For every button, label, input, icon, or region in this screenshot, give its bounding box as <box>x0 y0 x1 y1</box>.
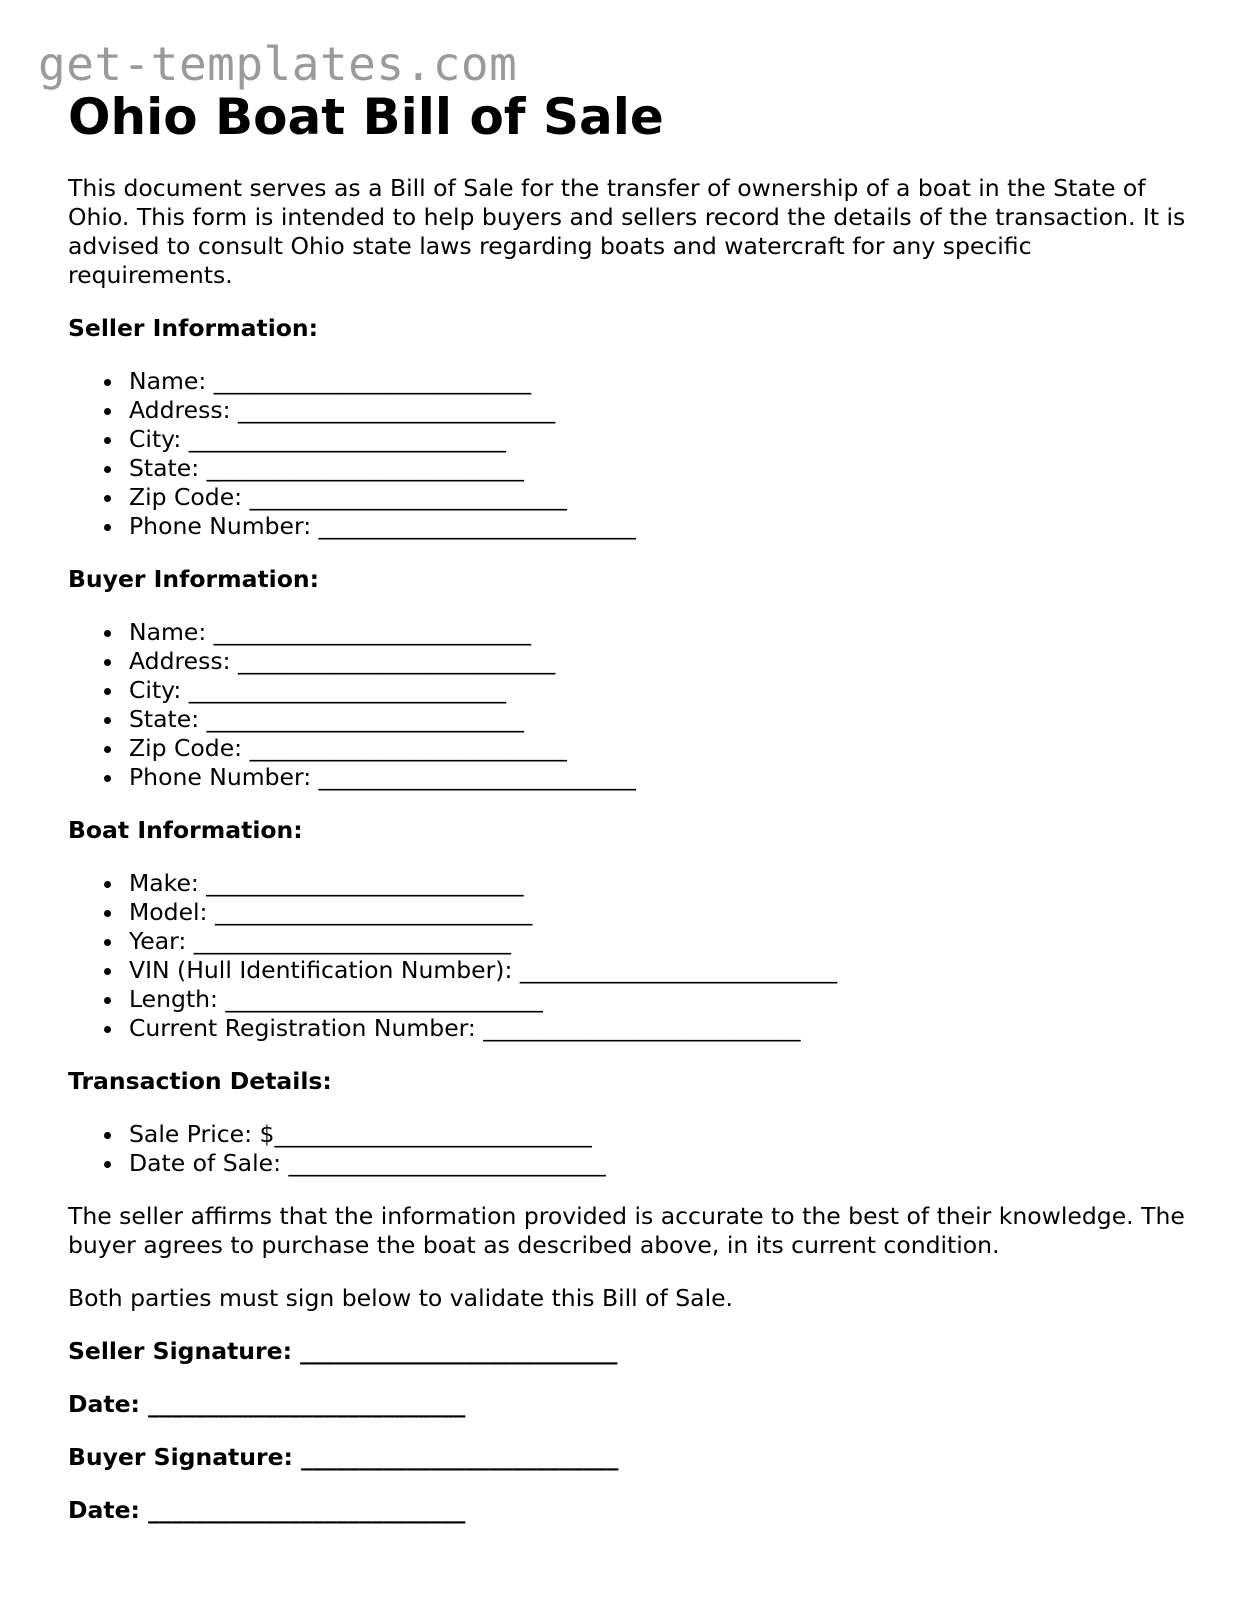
boat-registration-field[interactable]: Current Registration Number: ___________________________ <box>129 1014 1188 1043</box>
seller-name-field[interactable]: Name: ___________________________ <box>129 367 1188 396</box>
intro-paragraph: This document serves as a Bill of Sale for the transfer of ownership of a boat in the State of Ohio. This form is intended to help buyers and sellers record the details of the transaction. It is advised to consult Ohio state laws regarding boats and watercraft for any specific requirements. <box>68 174 1186 289</box>
buyer-city-field[interactable]: City: ___________________________ <box>129 676 1188 705</box>
seller-address-field[interactable]: Address: ___________________________ <box>129 396 1188 425</box>
seller-phone-field[interactable]: Phone Number: ___________________________ <box>129 512 1188 541</box>
buyer-signature-line[interactable]: Buyer Signature: ___________________________ <box>68 1443 619 1471</box>
boat-make-field[interactable]: Make: ___________________________ <box>129 869 1188 898</box>
seller-city-field[interactable]: City: ___________________________ <box>129 425 1188 454</box>
sign-notice: Both parties must sign below to validate this Bill of Sale. <box>68 1284 734 1312</box>
buyer-phone-field[interactable]: Phone Number: ___________________________ <box>129 763 1188 792</box>
buyer-name-field[interactable]: Name: ___________________________ <box>129 618 1188 647</box>
seller-zip-field[interactable]: Zip Code: ___________________________ <box>129 483 1188 512</box>
boat-model-field[interactable]: Model: ___________________________ <box>129 898 1188 927</box>
document-title: Ohio Boat Bill of Sale <box>68 88 664 146</box>
buyer-field-list <box>68 618 1188 792</box>
sale-date-field[interactable]: Date of Sale: ___________________________ <box>129 1149 1188 1178</box>
buyer-address-field[interactable]: Address: ___________________________ <box>129 647 1188 676</box>
seller-field-list <box>68 367 1188 541</box>
boat-length-field[interactable]: Length: ___________________________ <box>129 985 1188 1014</box>
transaction-section-heading: Transaction Details: <box>68 1067 332 1095</box>
boat-field-list <box>68 869 1188 1043</box>
buyer-state-field[interactable]: State: ___________________________ <box>129 705 1188 734</box>
affirmation-paragraph: The seller affirms that the information provided is accurate to the best of their knowledge. The buyer agrees to purchase the boat as described above, in its current condition. <box>68 1202 1185 1259</box>
buyer-section-heading: Buyer Information: <box>68 565 320 593</box>
seller-date-line[interactable]: Date: ___________________________ <box>68 1390 466 1418</box>
transaction-field-list <box>68 1120 1188 1178</box>
boat-year-field[interactable]: Year: ___________________________ <box>129 927 1188 956</box>
seller-signature-line[interactable]: Seller Signature: ___________________________ <box>68 1337 618 1365</box>
document-page <box>68 84 1188 1525</box>
boat-vin-field[interactable]: VIN (Hull Identification Number): ___________________________ <box>129 956 1188 985</box>
seller-section-heading: Seller Information: <box>68 314 319 342</box>
site-watermark: get-templates.com <box>38 37 518 91</box>
buyer-date-line[interactable]: Date: ___________________________ <box>68 1496 466 1524</box>
boat-section-heading: Boat Information: <box>68 816 303 844</box>
seller-state-field[interactable]: State: ___________________________ <box>129 454 1188 483</box>
buyer-zip-field[interactable]: Zip Code: ___________________________ <box>129 734 1188 763</box>
sale-price-field[interactable]: Sale Price: $___________________________ <box>129 1120 1188 1149</box>
